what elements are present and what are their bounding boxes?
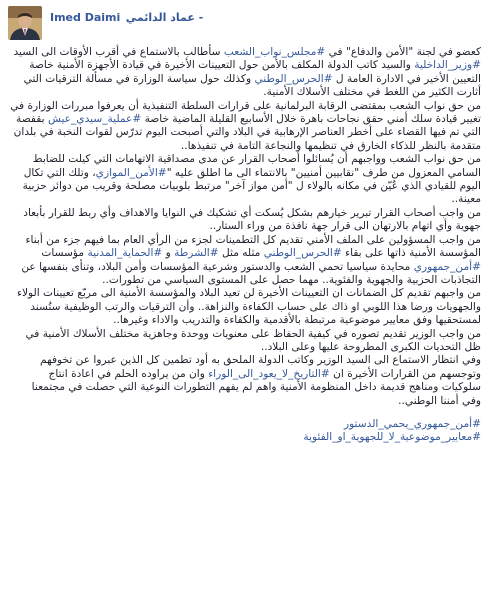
inline-hashtag-link[interactable]: #الحرس_الوطني (263, 247, 342, 260)
inline-hashtag-link[interactable]: #الشرطة (174, 247, 219, 260)
inline-hashtag-link[interactable]: #التاريخ_لا_يعود_الى_الوراء (208, 367, 330, 380)
post-paragraph: وفي انتظار الاستماع الى السيد الوزير وكاتب الدولة الملحق به أود تطمين كل الذين عبروا عن تخوفهم وتوجسهم من القرارات الأخيرة ان #التاريخ_لا_يعود_الى_الوراء وان من يراوده الحلم في اعادة انتاج سلوكيات ومناهج قديمة داخل المنظومة الأمنية واهم لم يفهم التطورات النوعية التي حصلت في مجتمعنا وفي أمننا الوطني.. (31, 354, 481, 407)
post-paragraph: كعضو في لجنة "الأمن والدفاع" في #مجلس_نواب_الشعب سأطالب بالاستماع في أقرب الأوقات الى السيد #وزير_الداخلية والسيد كاتب الدولة المكلف بالأمن حول التعيينات الأخيرة في قيادة الأجهزة الأمنية خاصة التعيين الأخير في الادارة العامة ل #الحرس_الوطني وكذلك حول سياسة الوزارة في مسألة الترقيات التي أثارت الكثير من اللغط في مختلف الأسلاك الأمنية. (13, 46, 481, 99)
post-paragraph: من واجب المسؤولين على الملف الأمني تقديم كل التطمينات لجزء من الرأي العام بما فيهم جزء من أبناء المؤسسة الأمنية ذاتها على بقاء #الحرس_الوطني مثله مثل #الشرطة و #الحماية_المدنية مؤسسات #أمن_جمهوري محايدة سياسيا تحمي الشعب والدستور وشرعية المؤسسات وأمن البلاد، وتنأى بنفسها عن التجاذبات الحزبية والجهوية والفئوية.. مهما حصل على المستوى السياسي من تطورات.. (21, 233, 481, 286)
inline-hashtag-link[interactable]: #وزير_الداخلية (414, 59, 481, 72)
author-name-arabic[interactable]: عماد الدائمي - (125, 11, 204, 24)
post-body (8, 46, 483, 408)
post-header (8, 6, 483, 44)
post-paragraph: من حق نواب الشعب وواجبهم أن يُسائلوا أصحاب القرار عن مدى مصداقية الاتهامات التي كيلت للضابط السامي المعزول من طرف "نقابيين أمنيين" بالانتماء الى ما اطلق عليه "#الأمن_الموازي، وتلك التي تكال اليوم للقيادي الذي عُيّن في مكانه بالولاء ل "أمن مواز آخر" مرتبط بلوبيات مصلحة وقريب من دوائر حزبية معينة.. (22, 153, 481, 206)
inline-hashtag-link[interactable]: #أمن_جمهوري (413, 260, 481, 273)
hashtag-link[interactable]: #معايير_موضوعية_لا_للجهوية_او_الفئوية (303, 431, 481, 444)
inline-hashtag-link[interactable]: #مجلس_نواب_الشعب (223, 46, 326, 58)
post-paragraph: من حق نواب الشعب بمقتضى الرقابة البرلمانية على قرارات السلطة التنفيذية أن يعرفوا مبررات الوزارة في تغيير قيادة سلك أمني حقق نجاحات باهرة خلال الأسابيع القليلة الماضية خاصة #عملية_سيدي_عيش بقفصة التي تم فيها القضاء على أخطر العناصر الإرهابية في البلاد والتي أصبحت اليوم تدرّس لقوات النخبة في بلدان متقدمة بالنظر للذكاء الخارق في تنظيمها والنجاعة التامة في تنفيذها.. (10, 99, 481, 152)
post-paragraph: من واجب الوزير تقديم تصوره في كيفية الحفاظ على معنويات ووحدة وجاهزية مختلف الأسلاك الأمنية في ظل التحديات الكبرى المطروحة عليها وعلى البلاد.. (25, 327, 481, 353)
inline-hashtag-link[interactable]: #الأمن_الموازي (95, 166, 167, 179)
inline-hashtag-link[interactable]: #عملية_سيدي_عيش (47, 113, 142, 126)
inline-hashtag-link[interactable]: #الحرس_الوطني (254, 72, 333, 85)
hashtag-link[interactable]: #أمن_جمهوري_يحمي_الدستور (343, 417, 481, 430)
inline-hashtag-link[interactable]: #الحماية_المدنية (87, 247, 163, 260)
author-avatar[interactable] (8, 6, 42, 40)
hashtag-list (8, 418, 483, 445)
post-paragraph: من واجب أصحاب القرار تبرير خيارهم بشكل يُسكت أي تشكيك في النوايا والاهداف وأي ربط للقرار بأبعاد جهوية وأي اتهام بالارتهان الى قرار جهة نافذة من وراء الستار.. (23, 206, 481, 233)
post-paragraph: من واجبهم تقديم كل الضمانات ان التعيينات الأخيرة لن تعيد البلاد والمؤسسة الأمنية الى مربّع تعيينات الولاء والجهويات ورضا هذا اللوبي او ذاك على حساب الكفاءة والنزاهة.. وأن الترقيات والرتب الوظيفية ستُسند لمستحقيها وفق معايير موضوعية مرتبطة بالأقدمية والكفاءة والتدريب والاداء وغيرها.. (16, 287, 481, 327)
author-name[interactable] (50, 11, 203, 24)
author-name-latin[interactable]: Imed Daimi (50, 11, 121, 24)
